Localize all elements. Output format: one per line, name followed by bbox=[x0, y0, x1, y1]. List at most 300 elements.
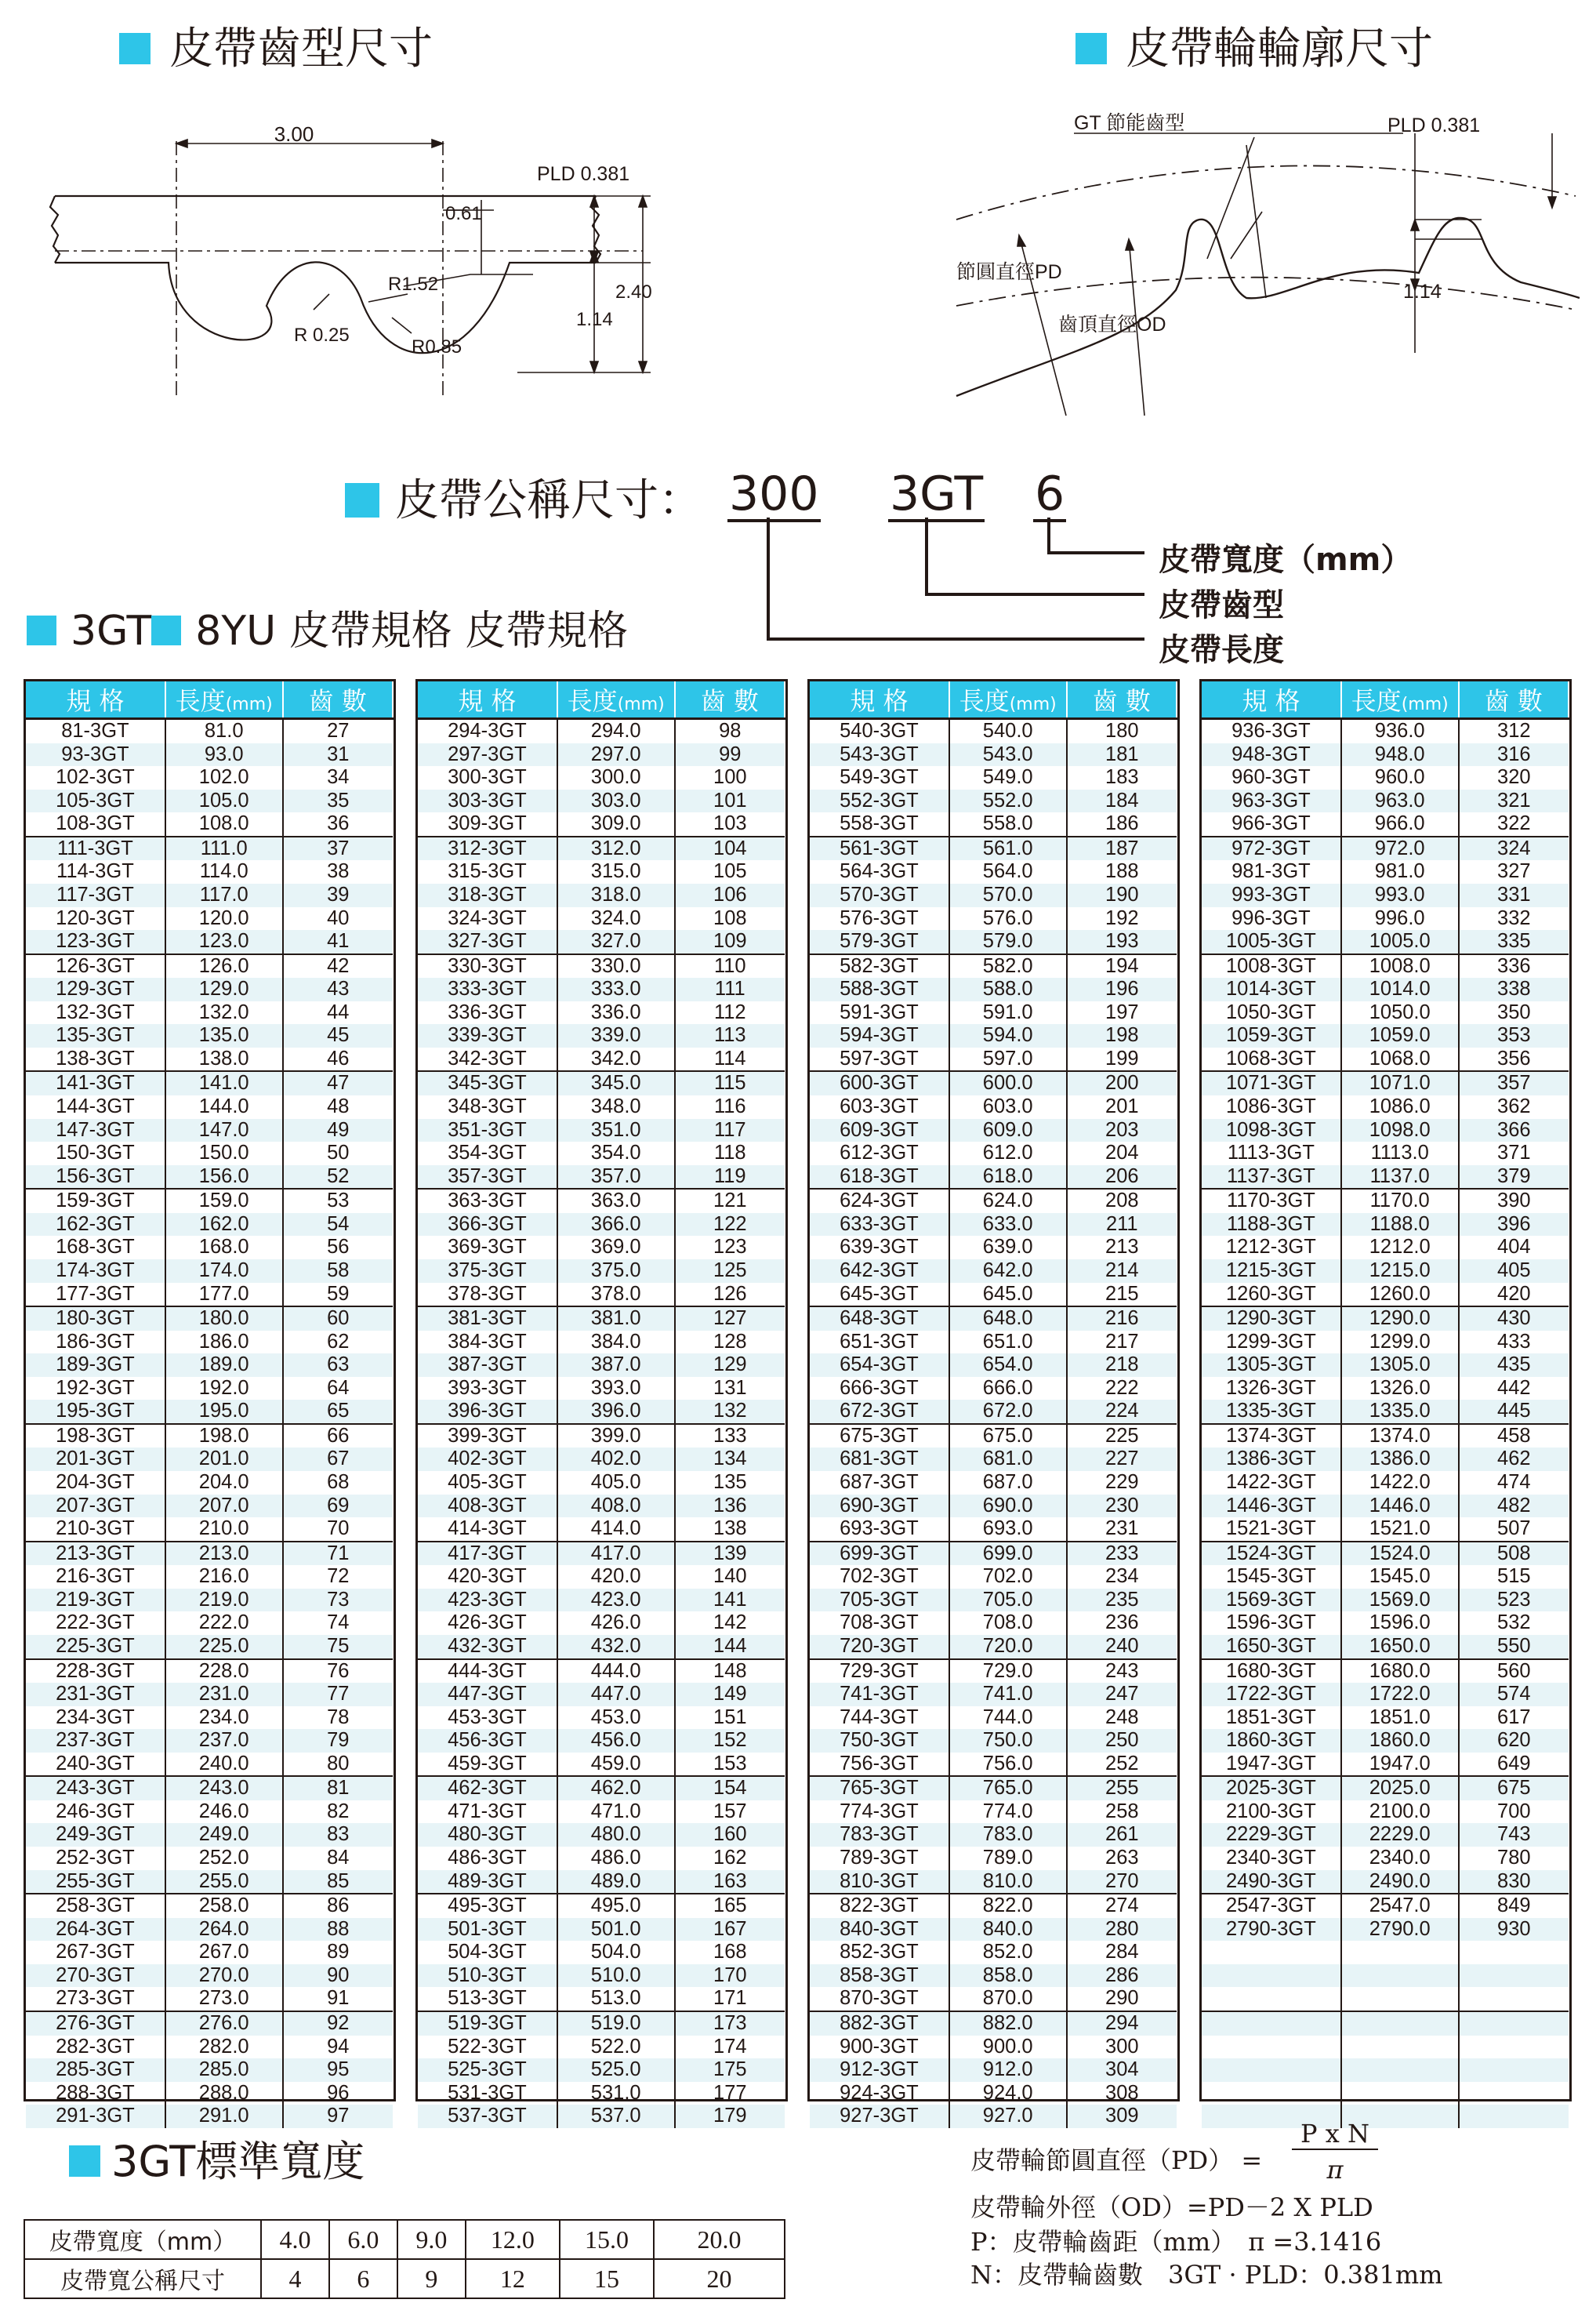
spec-cell: 276-3GT bbox=[26, 2011, 165, 2036]
teeth-cell: 186 bbox=[1067, 812, 1177, 837]
spec-cell: 2790-3GT bbox=[1202, 1918, 1341, 1942]
table-row bbox=[1202, 790, 1569, 813]
length-cell: 486.0 bbox=[557, 1847, 675, 1870]
length-cell: 348.0 bbox=[557, 1095, 675, 1119]
spec-cell: 297-3GT bbox=[418, 743, 557, 767]
teeth-cell: 532 bbox=[1497, 1611, 1531, 1634]
spec-cell: 1596-3GT bbox=[1202, 1611, 1341, 1635]
length-cell: 453.0 bbox=[557, 1706, 675, 1730]
table-row bbox=[418, 1635, 785, 1659]
nominal-cell: 6 bbox=[329, 2259, 397, 2298]
table-row bbox=[810, 1424, 1177, 1448]
spec-cell: 471-3GT bbox=[418, 1800, 557, 1824]
spec-cell: 81-3GT bbox=[26, 719, 165, 743]
width-cell: 6.0 bbox=[329, 2220, 397, 2259]
teeth-cell: 131 bbox=[713, 1376, 747, 1399]
length-cell: 774.0 bbox=[949, 1800, 1067, 1824]
spec-cell: 612-3GT bbox=[810, 1142, 949, 1165]
spec-table-1 bbox=[24, 679, 396, 2127]
table-row bbox=[418, 1659, 785, 1684]
teeth-cell: 215 bbox=[1067, 1283, 1177, 1307]
length-cell: 1860.0 bbox=[1341, 1729, 1459, 1753]
spec-cell: 213-3GT bbox=[26, 1542, 165, 1566]
length-cell: 1422.0 bbox=[1341, 1471, 1459, 1495]
teeth-cell: 404 bbox=[1497, 1236, 1531, 1259]
length-cell: 471.0 bbox=[557, 1800, 675, 1824]
teeth-cell: 930 bbox=[1459, 1918, 1569, 1942]
table-row bbox=[418, 1589, 785, 1612]
spec-cell: 129-3GT bbox=[26, 978, 165, 1001]
length-cell: 384.0 bbox=[557, 1331, 675, 1354]
length-cell: 2100.0 bbox=[1341, 1800, 1459, 1824]
formula-numerator: P x N bbox=[1292, 2119, 1378, 2150]
length-cell: 594.0 bbox=[949, 1024, 1067, 1048]
length-cell: 570.0 bbox=[949, 884, 1067, 907]
length-cell: 1596.0 bbox=[1341, 1611, 1459, 1635]
length-cell: 393.0 bbox=[557, 1377, 675, 1400]
spec-cell: 708-3GT bbox=[810, 1611, 949, 1635]
length-cell: 513.0 bbox=[557, 1987, 675, 2011]
table-row bbox=[418, 2036, 785, 2059]
table-row bbox=[810, 954, 1177, 979]
formula-pd: 皮帶輪節圓直徑（PD） = bbox=[970, 2145, 1263, 2175]
length-cell: 198.0 bbox=[165, 1424, 283, 1448]
teeth-cell bbox=[1459, 2058, 1569, 2082]
teeth-cell: 396 bbox=[1459, 1213, 1569, 1237]
table-row bbox=[810, 1918, 1177, 1942]
teeth-cell: 127 bbox=[675, 1306, 785, 1331]
spec-cell: 765-3GT bbox=[810, 1776, 949, 1800]
spec-cell: 1446-3GT bbox=[1202, 1495, 1341, 1518]
teeth-cell: 43 bbox=[283, 978, 393, 1001]
spec-cell bbox=[1202, 2011, 1341, 2036]
table-row bbox=[418, 930, 785, 954]
spec-cell: 666-3GT bbox=[810, 1377, 949, 1400]
length-cell: 936.0 bbox=[1341, 719, 1459, 743]
spec-cell: 963-3GT bbox=[1202, 790, 1341, 813]
length-cell: 363.0 bbox=[557, 1189, 675, 1213]
spec-cell: 960-3GT bbox=[1202, 766, 1341, 790]
length-cell: 1113.0 bbox=[1341, 1142, 1459, 1165]
spec-cell: 1008-3GT bbox=[1202, 954, 1341, 979]
spec-cell: 381-3GT bbox=[418, 1306, 557, 1331]
table-row bbox=[1202, 884, 1569, 907]
length-cell: 141.0 bbox=[165, 1071, 283, 1095]
spec-heading: 3GT 8YU 皮帶規格 皮帶規格 bbox=[27, 604, 628, 659]
length-cell: 156.0 bbox=[165, 1165, 283, 1190]
length-cell: 120.0 bbox=[165, 907, 283, 931]
length-cell: 315.0 bbox=[557, 860, 675, 884]
teeth-cell: 50 bbox=[327, 1142, 350, 1164]
length-cell: 1947.0 bbox=[1341, 1753, 1459, 1777]
table-row bbox=[26, 1870, 393, 1894]
table-row bbox=[26, 1048, 393, 1072]
teeth-cell: 649 bbox=[1459, 1753, 1569, 1777]
table-row bbox=[418, 2058, 785, 2082]
length-cell: 324.0 bbox=[557, 907, 675, 931]
teeth-cell: 743 bbox=[1459, 1823, 1569, 1847]
spec-cell: 495-3GT bbox=[418, 1894, 557, 1918]
length-cell: 129.0 bbox=[165, 978, 283, 1001]
length-cell: 996.0 bbox=[1341, 907, 1459, 931]
table-row bbox=[26, 1024, 393, 1048]
table-row bbox=[1202, 2058, 1569, 2082]
length-cell: 1215.0 bbox=[1341, 1259, 1459, 1283]
teeth-cell: 194 bbox=[1105, 954, 1139, 977]
length-cell: 1722.0 bbox=[1341, 1683, 1459, 1706]
spec-cell: 552-3GT bbox=[810, 790, 949, 813]
teeth-cell: 103 bbox=[675, 812, 785, 837]
legend-type: 皮帶齒型 bbox=[1159, 587, 1284, 623]
table-row bbox=[26, 1424, 393, 1448]
length-cell: 510.0 bbox=[557, 1964, 675, 1988]
header-length bbox=[949, 681, 1067, 719]
spec-cell: 681-3GT bbox=[810, 1448, 949, 1471]
header-teeth: 齒 數 bbox=[675, 681, 785, 719]
spec-cell: 459-3GT bbox=[418, 1753, 557, 1777]
pulley-profile-diagram bbox=[949, 102, 1583, 416]
length-cell: 882.0 bbox=[949, 2011, 1067, 2036]
length-cell bbox=[1341, 1987, 1459, 2011]
length-cell: 132.0 bbox=[165, 1001, 283, 1025]
spec-cell: 489-3GT bbox=[418, 1870, 557, 1894]
length-cell bbox=[1341, 1941, 1459, 1964]
table-row bbox=[810, 1471, 1177, 1495]
legend-width: 皮帶寬度（mm） bbox=[1159, 542, 1413, 578]
length-cell: 207.0 bbox=[165, 1495, 283, 1518]
r085-label: R0.85 bbox=[412, 336, 462, 358]
spec-cell: 162-3GT bbox=[26, 1213, 165, 1237]
spec-cell: 375-3GT bbox=[418, 1259, 557, 1283]
spec-cell: 186-3GT bbox=[26, 1331, 165, 1354]
spec-cell: 720-3GT bbox=[810, 1635, 949, 1659]
table-row bbox=[26, 2011, 393, 2036]
length-cell: 531.0 bbox=[557, 2082, 675, 2105]
teeth-cell: 151 bbox=[713, 1705, 747, 1728]
nominal-type-value: 3GT bbox=[890, 467, 984, 521]
spec-cell: 654-3GT bbox=[810, 1353, 949, 1377]
teeth-cell: 309 bbox=[1067, 2105, 1177, 2128]
teeth-cell: 193 bbox=[1067, 930, 1177, 954]
table-row bbox=[26, 1542, 393, 1566]
spec-cell: 180-3GT bbox=[26, 1306, 165, 1331]
spec-cell: 996-3GT bbox=[1202, 907, 1341, 931]
spec-cell: 648-3GT bbox=[810, 1306, 949, 1331]
spec-cell: 255-3GT bbox=[26, 1870, 165, 1894]
table-row bbox=[418, 1964, 785, 1988]
length-cell: 927.0 bbox=[949, 2105, 1067, 2128]
teeth-cell bbox=[1459, 1941, 1569, 1964]
table-row bbox=[418, 1165, 785, 1190]
spec-cell: 1521-3GT bbox=[1202, 1517, 1341, 1542]
teeth-cell: 290 bbox=[1067, 1987, 1177, 2011]
length-cell: 303.0 bbox=[557, 790, 675, 813]
table-row bbox=[26, 1706, 393, 1730]
table-row bbox=[810, 1800, 1177, 1824]
length-cell: 2229.0 bbox=[1341, 1823, 1459, 1847]
table-row bbox=[418, 954, 785, 979]
length-cell: 399.0 bbox=[557, 1424, 675, 1448]
spec-cell: 342-3GT bbox=[418, 1048, 557, 1072]
spec-cell: 120-3GT bbox=[26, 907, 165, 931]
spec-cell: 378-3GT bbox=[418, 1283, 557, 1307]
length-cell: 609.0 bbox=[949, 1119, 1067, 1142]
spec-cell: 783-3GT bbox=[810, 1823, 949, 1847]
teeth-cell: 327 bbox=[1497, 860, 1531, 883]
teeth-cell: 34 bbox=[327, 766, 350, 789]
nominal-cell: 20 bbox=[654, 2259, 785, 2298]
spec-cell: 744-3GT bbox=[810, 1706, 949, 1730]
table-row bbox=[1202, 1941, 1569, 1964]
teeth-cell: 85 bbox=[283, 1870, 393, 1894]
length-cell: 681.0 bbox=[949, 1448, 1067, 1471]
spec-cell: 237-3GT bbox=[26, 1729, 165, 1753]
teeth-cell: 175 bbox=[675, 2058, 785, 2082]
spec-cell: 1113-3GT bbox=[1202, 1142, 1341, 1165]
teeth-cell: 675 bbox=[1459, 1776, 1569, 1800]
table-row bbox=[26, 1611, 393, 1635]
spec-cell: 363-3GT bbox=[418, 1189, 557, 1213]
spec-cell: 366-3GT bbox=[418, 1213, 557, 1237]
header-length-unit: (mm) bbox=[1401, 695, 1449, 714]
length-cell: 519.0 bbox=[557, 2011, 675, 2036]
table-row bbox=[418, 790, 785, 813]
spec-cell: 291-3GT bbox=[26, 2105, 165, 2128]
table-row bbox=[1202, 837, 1569, 861]
table-row bbox=[1202, 719, 1569, 743]
spec-cell: 504-3GT bbox=[418, 1941, 557, 1964]
nominal-length-value: 300 bbox=[729, 467, 819, 521]
teeth-cell: 338 bbox=[1459, 978, 1569, 1001]
teeth-cell: 112 bbox=[713, 1001, 746, 1023]
nominal-width-value: 6 bbox=[1035, 467, 1065, 521]
length-cell: 216.0 bbox=[165, 1565, 283, 1589]
teeth-cell: 42 bbox=[327, 954, 350, 977]
teeth-cell: 41 bbox=[283, 930, 393, 954]
teeth-cell: 227 bbox=[1067, 1448, 1177, 1471]
spec-cell: 564-3GT bbox=[810, 860, 949, 884]
teeth-cell: 217 bbox=[1105, 1330, 1139, 1353]
spec-cell: 195-3GT bbox=[26, 1400, 165, 1424]
length-cell: 150.0 bbox=[165, 1142, 283, 1165]
table-row bbox=[810, 743, 1177, 767]
spec-cell: 327-3GT bbox=[418, 930, 557, 954]
teeth-cell: 508 bbox=[1459, 1542, 1569, 1566]
length-cell: 1374.0 bbox=[1341, 1424, 1459, 1448]
table-row bbox=[1202, 1424, 1569, 1448]
teeth-cell: 229 bbox=[1105, 1471, 1139, 1493]
spec-cell: 1851-3GT bbox=[1202, 1706, 1341, 1730]
table-row bbox=[418, 1119, 785, 1142]
length-cell: 972.0 bbox=[1341, 837, 1459, 861]
table-row bbox=[26, 1729, 393, 1753]
spec-cell: 174-3GT bbox=[26, 1259, 165, 1283]
length-cell: 741.0 bbox=[949, 1683, 1067, 1706]
table-row bbox=[810, 1306, 1177, 1331]
teeth-cell: 171 bbox=[675, 1987, 785, 2011]
table-row bbox=[810, 1565, 1177, 1589]
length-cell: 618.0 bbox=[949, 1165, 1067, 1190]
teeth-cell: 462 bbox=[1459, 1448, 1569, 1471]
length-cell: 144.0 bbox=[165, 1095, 283, 1119]
legend-length: 皮帶長度 bbox=[1159, 632, 1284, 668]
table-row bbox=[810, 1213, 1177, 1237]
teeth-cell: 188 bbox=[1105, 860, 1139, 883]
teeth-cell: 27 bbox=[327, 720, 350, 742]
teeth-cell bbox=[1459, 2082, 1569, 2105]
length-cell: 1059.0 bbox=[1341, 1024, 1459, 1048]
length-cell: 276.0 bbox=[165, 2011, 283, 2036]
length-cell: 93.0 bbox=[165, 743, 283, 767]
formula-denominator: π bbox=[1326, 2155, 1344, 2185]
teeth-cell: 183 bbox=[1105, 766, 1139, 789]
table-row bbox=[26, 860, 393, 884]
table-row bbox=[1202, 1213, 1569, 1237]
spec-cell: 1326-3GT bbox=[1202, 1377, 1341, 1400]
spec-cell: 246-3GT bbox=[26, 1800, 165, 1824]
teeth-cell: 63 bbox=[283, 1353, 393, 1377]
spec-cell bbox=[1202, 2036, 1341, 2059]
teeth-cell: 208 bbox=[1105, 1190, 1139, 1212]
teeth-cell: 177 bbox=[713, 2081, 747, 2104]
spec-cell: 144-3GT bbox=[26, 1095, 165, 1119]
length-cell: 981.0 bbox=[1341, 860, 1459, 884]
table-row bbox=[418, 1071, 785, 1095]
formula-n-def: N：皮帶輪齒數 3GT · PLD：0.381mm bbox=[970, 2260, 1443, 2290]
header-length-unit: (mm) bbox=[1009, 695, 1057, 714]
spec-cell: 201-3GT bbox=[26, 1448, 165, 1471]
spec-cell: 1299-3GT bbox=[1202, 1331, 1341, 1354]
length-cell: 1068.0 bbox=[1341, 1048, 1459, 1072]
table-row bbox=[810, 1517, 1177, 1542]
table-row bbox=[1202, 1870, 1569, 1894]
spec-cell: 702-3GT bbox=[810, 1565, 949, 1589]
table-row bbox=[810, 1024, 1177, 1048]
length-cell: 549.0 bbox=[949, 766, 1067, 790]
length-cell: 369.0 bbox=[557, 1236, 675, 1259]
table-row bbox=[1202, 1189, 1569, 1213]
teeth-cell: 523 bbox=[1459, 1589, 1569, 1612]
length-cell: 147.0 bbox=[165, 1119, 283, 1142]
spec-cell: 513-3GT bbox=[418, 1987, 557, 2011]
length-cell: 699.0 bbox=[949, 1542, 1067, 1566]
teeth-cell: 274 bbox=[1105, 1894, 1139, 1917]
header-teeth: 齒 數 bbox=[283, 681, 393, 719]
spec-cell: 618-3GT bbox=[810, 1165, 949, 1190]
table-row bbox=[26, 812, 393, 837]
length-cell bbox=[1341, 2058, 1459, 2082]
spec-table-3 bbox=[807, 679, 1180, 2127]
pulley-h114-label: 1.14 bbox=[1403, 281, 1442, 303]
length-cell: 645.0 bbox=[949, 1283, 1067, 1307]
table-row bbox=[1202, 1259, 1569, 1283]
table-row bbox=[418, 1847, 785, 1870]
teeth-cell: 108 bbox=[713, 906, 747, 929]
teeth-cell: 36 bbox=[283, 812, 393, 837]
spec-cell: 216-3GT bbox=[26, 1565, 165, 1589]
spec-cell: 981-3GT bbox=[1202, 860, 1341, 884]
gt-label: GT 節能齒型 bbox=[1074, 112, 1185, 134]
table-row bbox=[26, 1071, 393, 1095]
teeth-cell: 65 bbox=[283, 1400, 393, 1424]
length-cell: 579.0 bbox=[949, 930, 1067, 954]
spec-cell: 267-3GT bbox=[26, 1941, 165, 1964]
teeth-cell: 167 bbox=[675, 1918, 785, 1942]
length-cell: 270.0 bbox=[165, 1964, 283, 1988]
length-cell: 228.0 bbox=[165, 1659, 283, 1684]
length-cell: 1014.0 bbox=[1341, 978, 1459, 1001]
length-cell: 414.0 bbox=[557, 1517, 675, 1542]
teeth-cell: 204 bbox=[1105, 1142, 1139, 1164]
teeth-cell: 336 bbox=[1497, 954, 1531, 977]
teeth-cell: 362 bbox=[1497, 1095, 1531, 1117]
table-row bbox=[26, 1001, 393, 1025]
table-row bbox=[1202, 954, 1569, 979]
table-row bbox=[26, 1847, 393, 1870]
teeth-cell: 286 bbox=[1067, 1964, 1177, 1988]
spec-cell: 480-3GT bbox=[418, 1823, 557, 1847]
length-cell: 222.0 bbox=[165, 1611, 283, 1635]
spec-cell: 1215-3GT bbox=[1202, 1259, 1341, 1283]
teeth-cell: 73 bbox=[283, 1589, 393, 1612]
teeth-cell: 284 bbox=[1105, 1941, 1139, 1963]
table-row bbox=[418, 1048, 785, 1072]
spec-cell: 603-3GT bbox=[810, 1095, 949, 1119]
spec-cell: 369-3GT bbox=[418, 1236, 557, 1259]
spec-cell: 633-3GT bbox=[810, 1213, 949, 1237]
spec-cell: 1722-3GT bbox=[1202, 1683, 1341, 1706]
teeth-cell: 116 bbox=[713, 1095, 746, 1117]
spec-cell: 318-3GT bbox=[418, 884, 557, 907]
length-cell: 174.0 bbox=[165, 1259, 283, 1283]
teeth-cell: 129 bbox=[675, 1353, 785, 1377]
r152-label: R1.52 bbox=[388, 274, 439, 295]
length-cell: 219.0 bbox=[165, 1589, 283, 1612]
teeth-cell: 335 bbox=[1459, 930, 1569, 954]
spec-cell: 234-3GT bbox=[26, 1706, 165, 1730]
spec-cell: 588-3GT bbox=[810, 978, 949, 1001]
table-row bbox=[1202, 1683, 1569, 1706]
table-row bbox=[418, 1236, 785, 1259]
teeth-cell: 53 bbox=[327, 1190, 350, 1212]
teeth-cell: 213 bbox=[1105, 1236, 1139, 1259]
length-cell: 351.0 bbox=[557, 1119, 675, 1142]
length-cell: 417.0 bbox=[557, 1542, 675, 1566]
teeth-cell: 101 bbox=[675, 790, 785, 813]
table-row bbox=[418, 1941, 785, 1964]
teeth-cell: 180 bbox=[1105, 720, 1139, 742]
spec-cell: 1374-3GT bbox=[1202, 1424, 1341, 1448]
table-row bbox=[418, 1918, 785, 1942]
spec-cell: 789-3GT bbox=[810, 1847, 949, 1870]
teeth-cell: 82 bbox=[327, 1800, 350, 1822]
length-cell: 591.0 bbox=[949, 1001, 1067, 1025]
nominal-cell: 4 bbox=[261, 2259, 329, 2298]
teeth-cell: 230 bbox=[1067, 1495, 1177, 1518]
spec-cell: 168-3GT bbox=[26, 1236, 165, 1259]
table-row bbox=[26, 1683, 393, 1706]
teeth-cell: 420 bbox=[1459, 1283, 1569, 1307]
spec-cell: 1569-3GT bbox=[1202, 1589, 1341, 1612]
teeth-cell: 39 bbox=[283, 884, 393, 907]
table-row bbox=[418, 1706, 785, 1730]
spec-cell: 270-3GT bbox=[26, 1964, 165, 1988]
teeth-cell: 136 bbox=[675, 1495, 785, 1518]
teeth-cell: 312 bbox=[1497, 720, 1531, 742]
teeth-cell: 117 bbox=[675, 1119, 785, 1142]
teeth-cell: 37 bbox=[283, 837, 393, 861]
length-cell: 258.0 bbox=[165, 1894, 283, 1918]
